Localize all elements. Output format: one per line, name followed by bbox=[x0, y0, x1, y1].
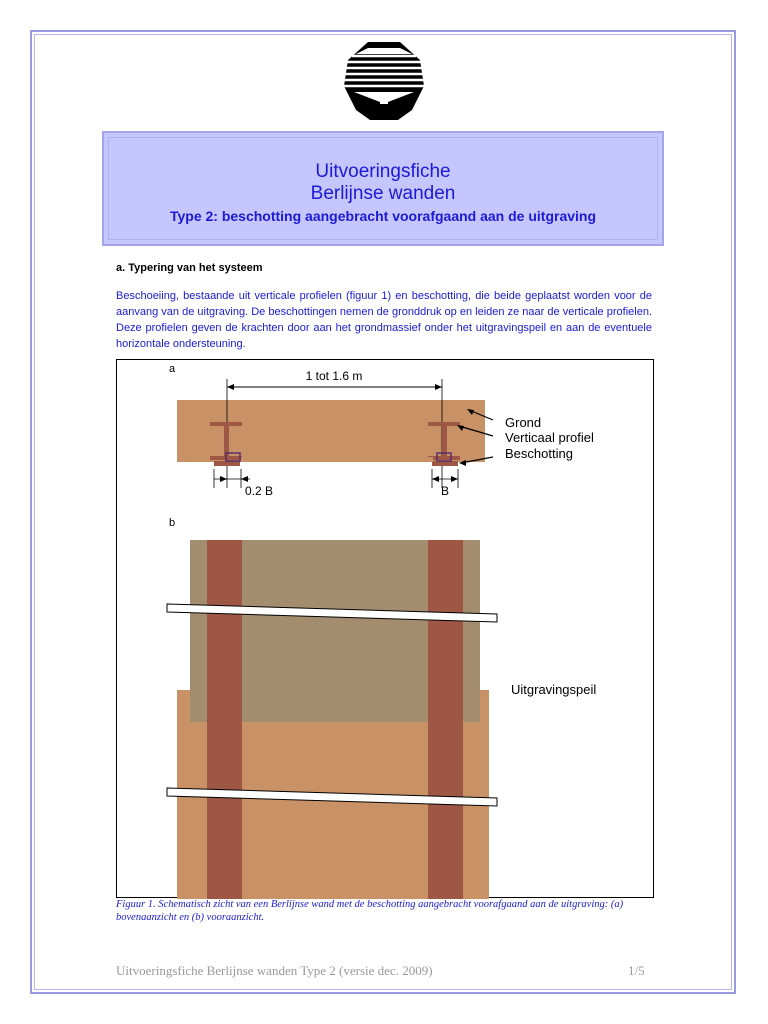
footer-text: Uitvoeringsfiche Berlijnse wanden Type 2 (versie dec. 2009) bbox=[116, 963, 433, 978]
figure-1 bbox=[116, 359, 654, 898]
label-a: a bbox=[169, 363, 176, 375]
figure-diagram bbox=[117, 360, 655, 899]
spacing-label: 1 tot 1.6 m bbox=[305, 369, 363, 383]
logo-icon bbox=[342, 40, 426, 122]
label-b: b bbox=[169, 517, 176, 529]
figure-caption: Figuur 1. Schematisch zicht van een Berlijnse wand met de beschotting aangebracht voorafgaand aan de uitgraving: (a) bovenaanzicht en (b) vooraanzicht. bbox=[116, 899, 624, 923]
uitgravingspeil-label: Uitgravingspeil bbox=[511, 682, 597, 697]
section-heading: a. Typering van het systeem bbox=[116, 262, 263, 274]
page-number: 1/5 bbox=[628, 963, 645, 978]
section-paragraph: Beschoeiing, bestaande uit verticale profielen (figuur 1) en beschotting, die beide geplaatst worden voor de aanvang van de uitgraving. De beschottingen nemen de gronddruk op en leiden ze naar de verticale profielen. Deze profielen geven de krachten door aan het grondmassief onder het uitgravingspeil en aan de eventuele horizontale ondersteuning. bbox=[116, 290, 652, 350]
profiel-label: Verticaal profiel bbox=[505, 430, 594, 445]
front-profile-left bbox=[207, 540, 242, 899]
page-subtitle: Type 2: beschotting aangebracht voorafgaand aan de uitgraving bbox=[169, 208, 597, 224]
front-profile-right bbox=[428, 540, 463, 899]
b-label: B bbox=[440, 484, 450, 498]
page-title-line2: Berlijnse wanden bbox=[310, 183, 456, 204]
page-title: Uitvoeringsfiche bbox=[315, 161, 451, 182]
beschotting-label: Beschotting bbox=[505, 446, 573, 461]
grond-label: Grond bbox=[505, 415, 542, 430]
title-box bbox=[102, 131, 664, 246]
offset-label: 0.2 B bbox=[245, 484, 274, 498]
